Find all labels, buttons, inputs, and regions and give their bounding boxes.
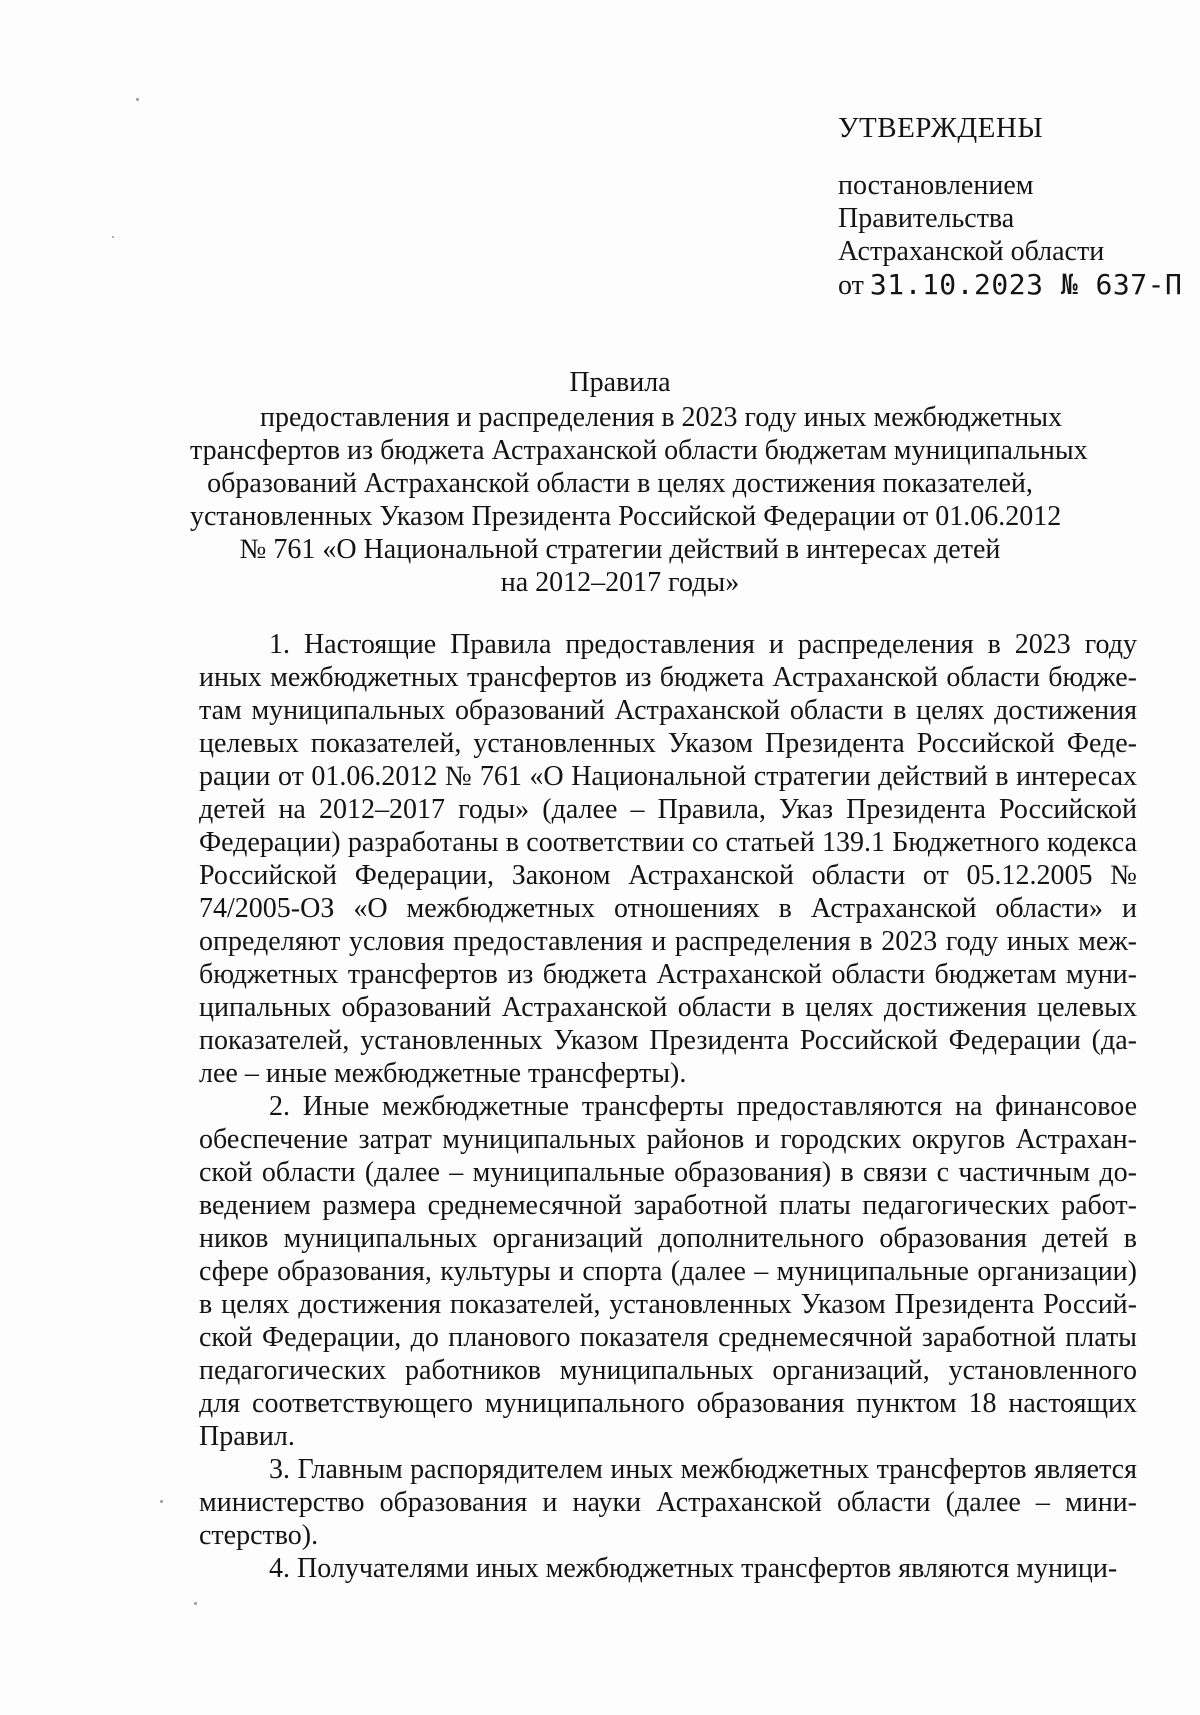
scan-speck bbox=[194, 1602, 197, 1605]
title-line: трансфертов из бюджета Астраханской области бюджетам муниципальных bbox=[190, 435, 1088, 466]
approval-date-line bbox=[838, 268, 1183, 302]
approval-line-government: Правительства bbox=[838, 203, 1015, 234]
approval-line-region: Астраханской области bbox=[838, 236, 1105, 267]
title-heading: Правила bbox=[569, 367, 671, 398]
paragraph-2: 2. Иные межбюджетные трансферты предоставляются на финансовое обеспечение затрат муниципальных районов и городских округов Астраханской области (далее – муниципальные образования) в связи с частичным доведением размера среднемесячной заработной платы педагогических работников муниципальных организаций дополнительного образования детей в сфере образования, культуры и спорта (далее – муниципальные организации) в целях достижения показателей, установленных Указом Президента Российской Федерации, до планового показателя среднемесячной заработной платы педагогических работников муниципальных организаций, установленного для соответствующего муниципального образования пунктом 18 настоящих Правил. bbox=[199, 1091, 1137, 1452]
title-line: установленных Указом Президента Российской Федерации от 01.06.2012 bbox=[190, 501, 1062, 532]
approval-block bbox=[838, 112, 1183, 302]
approval-date-prefix: от bbox=[838, 270, 864, 301]
paragraph-3: 3. Главным распорядителем иных межбюджетных трансфертов является министерство образования и науки Астраханской области (далее – министерство). bbox=[199, 1454, 1137, 1551]
scan-speck bbox=[160, 1500, 163, 1503]
title-line: образований Астраханской области в целях достижения показателей, bbox=[207, 468, 1033, 499]
approval-heading: УТВЕРЖДЕНЫ bbox=[838, 112, 1044, 144]
paragraph-4: 4. Получателями иных межбюджетных трансфертов являются муници- bbox=[269, 1553, 1118, 1584]
title-line: предоставления и распределения в 2023 году иных межбюджетных bbox=[260, 402, 1063, 433]
paragraph-1: 1. Настоящие Правила предоставления и распределения в 2023 году иных межбюджетных трансфертов из бюджета Астраханской области бюджетам муниципальных образований Астраханской области в целях достижения целевых показателей, установленных Указом Президента Российской Федерации от 01.06.2012 № 761 «О Национальной стратегии действий в интересах детей на 2012–2017 годы» (далее – Правила, Указ Президента Российской Федерации) разработаны в соответствии со статьей 139.1 Бюджетного кодекса Российской Федерации, Законом Астраханской области от 05.12.2005 № 74/2005-ОЗ «О межбюджетных отношениях в Астраханской области» и определяют условия предоставления и распределения в 2023 году иных межбюджетных трансфертов из бюджета Астраханской области бюджетам муниципальных образований Астраханской области в целях достижения целевых показателей, установленных Указом Президента Российской Федерации (далее – иные межбюджетные трансферты). bbox=[199, 629, 1137, 1089]
document-body bbox=[199, 628, 1137, 1585]
scan-speck bbox=[136, 98, 139, 101]
approval-date-stamp: 31.10.2023 № 637-П bbox=[869, 268, 1183, 301]
title-line: на 2012–2017 годы» bbox=[500, 567, 740, 598]
scan-speck bbox=[112, 236, 114, 238]
title-line: № 761 «О Национальной стратегии действий в интересах детей bbox=[239, 534, 1001, 565]
document-title bbox=[190, 366, 1088, 599]
approval-line-resolution: постановлением bbox=[838, 170, 1034, 201]
